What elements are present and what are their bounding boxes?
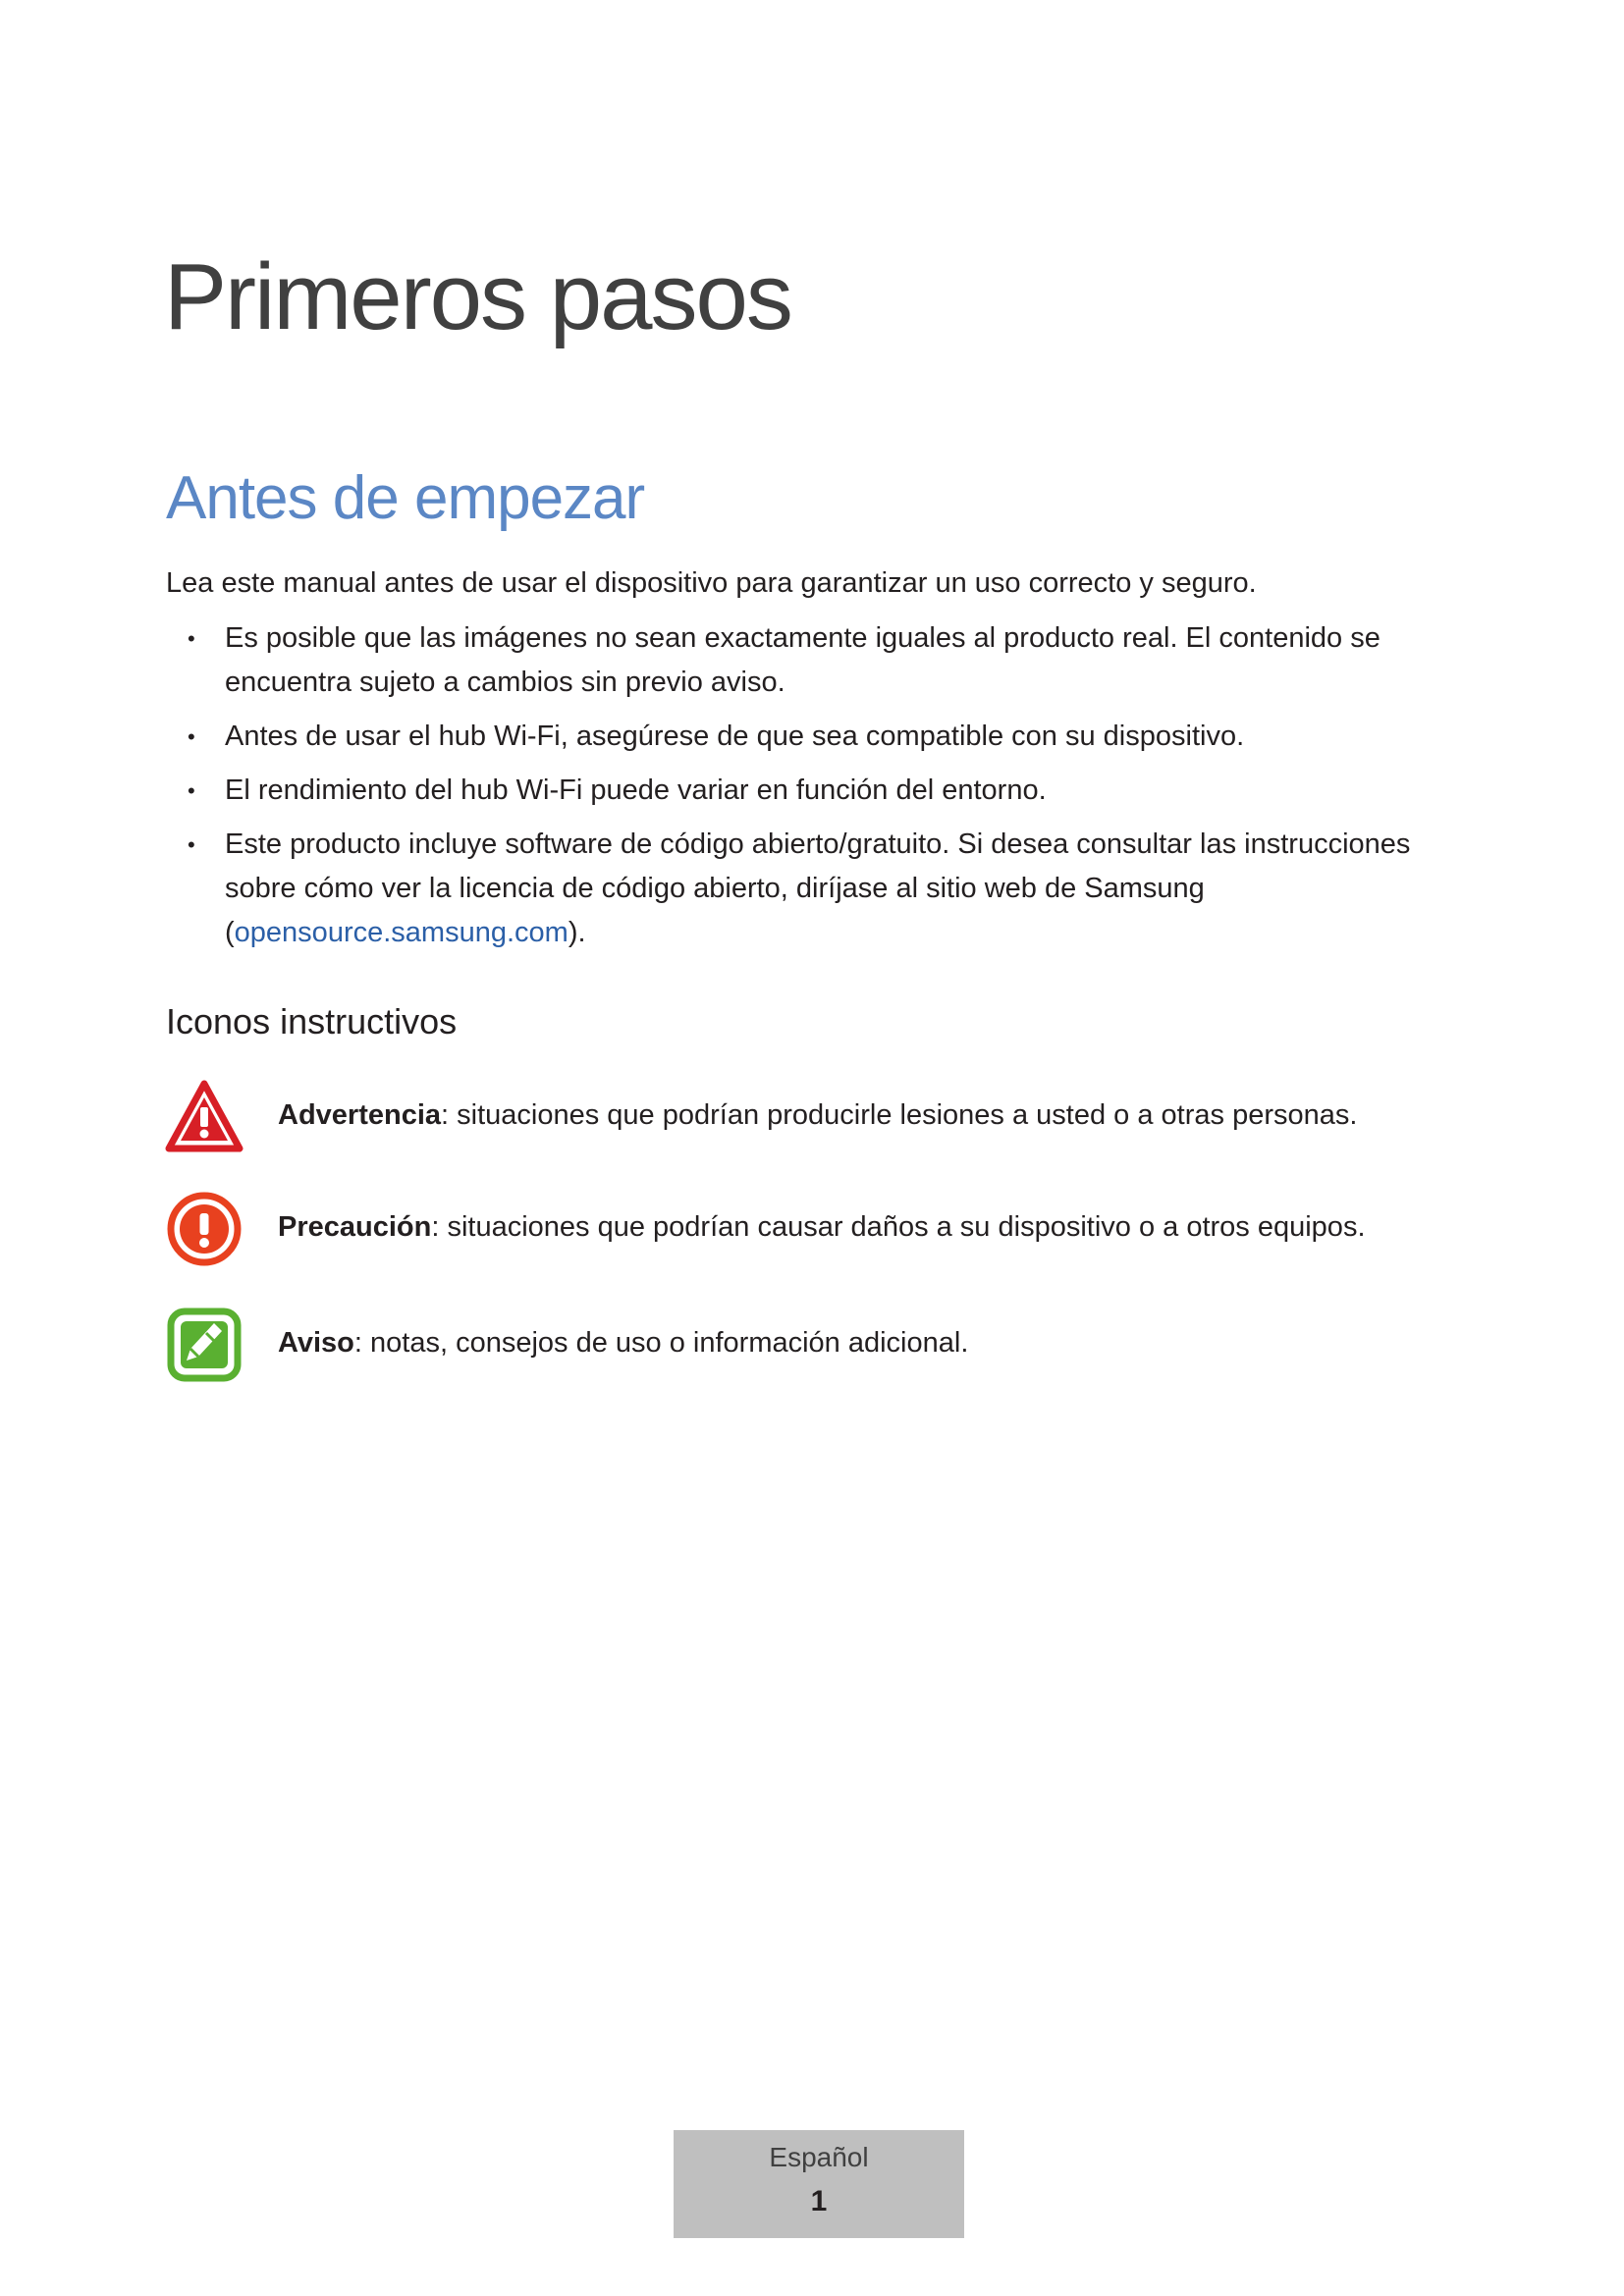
- icons-subtitle: Iconos instructivos: [166, 1001, 458, 1041]
- icon-row-warning: [165, 1078, 1461, 1156]
- bullet-marker: •: [188, 778, 195, 803]
- warning-text: : situaciones que podrían producirle lesiones a usted o a otras personas.: [441, 1099, 1358, 1131]
- footer-language: Español: [769, 2142, 869, 2172]
- chapter-title: Primeros pasos: [164, 244, 791, 349]
- opensource-link[interactable]: opensource.samsung.com: [234, 917, 568, 948]
- notes-list: [166, 616, 1442, 965]
- caution-circle-icon: [165, 1190, 244, 1268]
- intro-paragraph: Lea este manual antes de usar el dispositivo para garantizar un uso correcto y seguro.: [166, 567, 1257, 599]
- section-title: Antes de empezar: [166, 464, 645, 532]
- caution-description: [278, 1205, 1366, 1249]
- caution-label: Precaución: [278, 1211, 432, 1243]
- note-text: : notas, consejos de uso o información adicional.: [353, 1327, 969, 1359]
- list-item: [166, 823, 1442, 955]
- link-close-paren: ).: [568, 917, 586, 948]
- note-description: [278, 1321, 968, 1364]
- warning-label: Advertencia: [278, 1099, 442, 1131]
- icon-row-caution: [165, 1190, 1461, 1268]
- caution-text: : situaciones que podrían causar daños a su dispositivo o a otros equipos.: [431, 1211, 1366, 1243]
- link-open-paren: (: [225, 917, 235, 948]
- list-item: [166, 715, 1442, 759]
- bullet-text: Este producto incluye software de código abierto/gratuito. Si desea consultar las instrucciones sobre cómo ver la licencia de código abierto, diríjase al sitio web de Samsung: [225, 828, 1411, 904]
- note-label: Aviso: [278, 1327, 354, 1359]
- bullet-text: Antes de usar el hub Wi-Fi, asegúrese de que sea compatible con su dispositivo.: [225, 721, 1245, 752]
- list-item: [166, 769, 1442, 813]
- note-pencil-icon: [165, 1306, 244, 1384]
- icon-row-note: [165, 1306, 1461, 1384]
- bullet-marker: •: [188, 724, 195, 749]
- bullet-marker: •: [188, 626, 195, 651]
- warning-description: [278, 1094, 1357, 1137]
- bullet-text: El rendimiento del hub Wi-Fi puede variar en función del entorno.: [225, 774, 1047, 806]
- bullet-text: Es posible que las imágenes no sean exactamente iguales al producto real. El contenido se encuentra sujeto a cambios sin previo aviso.: [225, 622, 1380, 698]
- page-footer: [674, 2130, 964, 2238]
- warning-triangle-icon: [165, 1078, 244, 1156]
- bullet-marker: •: [188, 832, 195, 857]
- list-item: [166, 616, 1442, 705]
- page-number: 1: [810, 2185, 828, 2217]
